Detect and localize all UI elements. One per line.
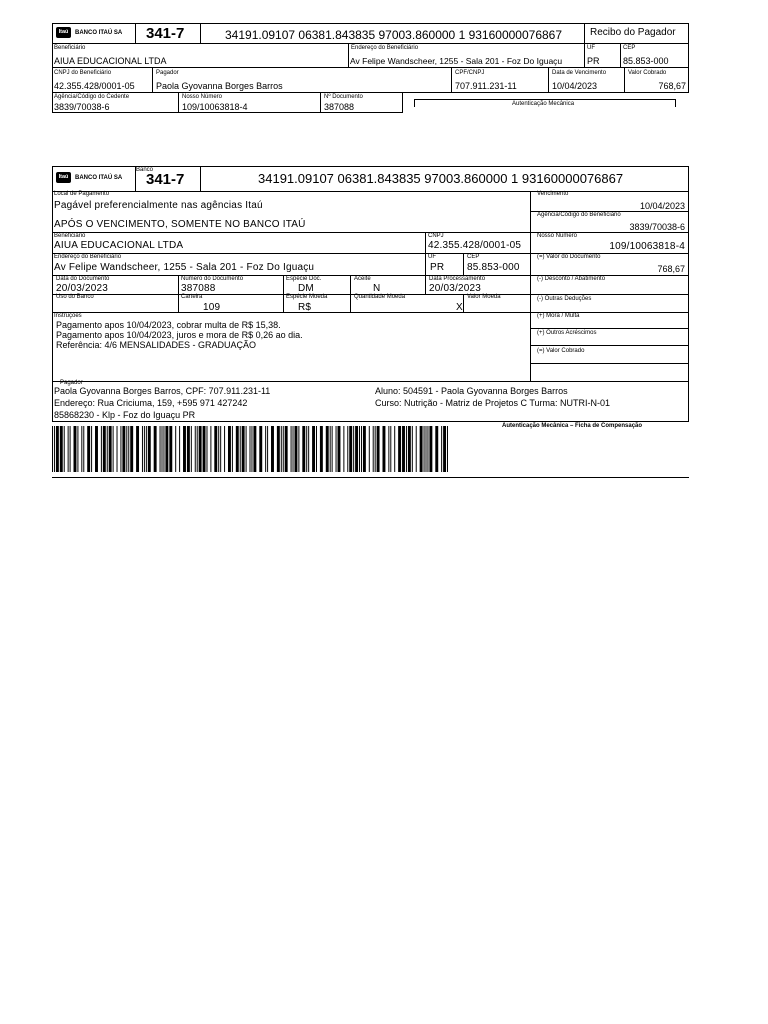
label-pagador: Pagador xyxy=(156,70,179,76)
barcode-bar xyxy=(406,426,407,472)
label-endereco: Endereço do Beneficiário xyxy=(351,45,419,51)
label-valor-documento: (=) Valor do Documento xyxy=(537,254,601,260)
divider xyxy=(52,477,689,478)
barcode xyxy=(52,426,448,472)
divider xyxy=(52,23,53,113)
barcode-bar xyxy=(68,426,69,472)
data-processamento-value: 20/03/2023 xyxy=(429,283,482,294)
barcode-bar xyxy=(126,426,127,472)
divider xyxy=(52,67,689,68)
divider xyxy=(52,23,689,24)
vencimento-value: 10/04/2023 xyxy=(639,201,685,211)
label-beneficiario: Beneficiário xyxy=(54,45,86,51)
barcode-bar xyxy=(382,426,385,472)
label-pagador: Pagador xyxy=(60,380,83,386)
bank-logo: Itaú xyxy=(56,172,71,183)
barcode-bar xyxy=(160,426,161,472)
barcode-bar xyxy=(109,426,112,472)
valor-value: 768,67 xyxy=(658,81,686,91)
barcode-bar xyxy=(199,426,202,472)
label-mora-multa: (+) Mora / Multa xyxy=(537,313,580,319)
divider xyxy=(624,67,625,92)
barcode-bar xyxy=(426,426,427,472)
label-nosso-numero: Nosso Numero xyxy=(537,233,578,239)
bank-name: BANCO ITAÚ SA xyxy=(75,175,123,181)
label-uso-banco: Uso do Banco xyxy=(56,294,94,300)
label-valor-moeda: Valor Moeda xyxy=(467,294,501,300)
barcode-bar xyxy=(214,426,217,472)
label-vencimento: Vencimento xyxy=(537,191,569,197)
divider xyxy=(52,43,689,44)
divider xyxy=(135,23,136,43)
barcode-bar xyxy=(107,426,108,472)
barcode-bar xyxy=(117,426,118,472)
barcode-bar xyxy=(218,426,219,472)
label-uf: UF xyxy=(587,45,595,51)
barcode-bar xyxy=(343,426,344,472)
barcode-bar xyxy=(316,426,317,472)
label-cep: CEP xyxy=(467,254,480,260)
nosso-numero-value: 109/10063818-4 xyxy=(609,241,685,252)
aceite-value: N xyxy=(373,283,381,294)
barcode-bar xyxy=(283,426,284,472)
instrucao-line-2: Pagamento apos 10/04/2023, juros e mora de R$ 0,26 ao dia. xyxy=(56,330,303,340)
pagador-line-2: Endereço: Rua Criciuma, 159, +595 971 427242 xyxy=(54,398,248,408)
barcode-bar xyxy=(271,426,274,472)
barcode-bar xyxy=(91,426,92,472)
divider xyxy=(52,191,689,192)
divider xyxy=(530,191,531,381)
barcode-bar xyxy=(377,426,380,472)
barcode-bar xyxy=(312,426,315,472)
barcode-bar xyxy=(402,426,405,472)
barcode-bar xyxy=(183,426,186,472)
barcode-bar xyxy=(154,426,157,472)
label-endereco: Endereço do Beneficiário xyxy=(54,254,122,260)
agencia-value: 3839/70038-6 xyxy=(629,222,685,232)
barcode-bar xyxy=(291,426,292,472)
label-data-documento: Data do Documento xyxy=(56,276,110,282)
pagador-line-3: 85868230 - Klp - Foz do Iguaçu PR xyxy=(54,410,196,420)
barcode-bar xyxy=(203,426,206,472)
label-aceite: Aceite xyxy=(354,276,371,282)
label-carteira: Carteira xyxy=(181,294,203,300)
barcode-bar xyxy=(162,426,163,472)
divider xyxy=(463,294,464,312)
label-cnpj: CNPJ do Beneficiário xyxy=(54,70,112,76)
barcode-bar xyxy=(349,426,352,472)
divider xyxy=(425,232,426,253)
barcode-bar xyxy=(251,426,252,472)
agencia-value: 3839/70038-6 xyxy=(54,102,110,112)
divider xyxy=(52,92,689,93)
local-pagamento-2: APÓS O VENCIMENTO, SOMENTE NO BANCO ITAÚ xyxy=(54,219,306,230)
label-agencia: Agência/Código do Cedente xyxy=(54,94,130,100)
label-numero-documento: Numero do Documento xyxy=(181,276,244,282)
barcode-bar xyxy=(277,426,280,472)
vencimento-value: 10/04/2023 xyxy=(552,81,598,91)
barcode-bar xyxy=(87,426,90,472)
barcode-bar xyxy=(95,426,98,472)
label-cnpj: CNPJ xyxy=(428,233,444,239)
pagador-line-1: Paola Gyovanna Borges Barros, CPF: 707.911.231-11 xyxy=(54,386,271,396)
divider xyxy=(348,43,349,67)
cep-value: 85.853-000 xyxy=(467,262,520,273)
barcode-bar xyxy=(429,426,432,472)
divider xyxy=(52,166,53,422)
divider xyxy=(52,232,689,233)
divider xyxy=(414,99,415,107)
barcode-bar xyxy=(122,426,125,472)
divider xyxy=(463,253,464,275)
divider xyxy=(178,275,179,312)
barcode-bar xyxy=(146,426,147,472)
label-beneficiario: Beneficiário xyxy=(54,233,86,239)
endereco-value: Av Felipe Wandscheer, 1255 - Sala 201 - Foz Do Iguaçu xyxy=(350,56,563,66)
receipt-title: Recibo do Pagador xyxy=(590,27,676,38)
barcode-bar xyxy=(388,426,389,472)
barcode-bar xyxy=(361,426,362,472)
barcode-bar xyxy=(128,426,129,472)
label-especie-moeda: Espécie Moeda xyxy=(286,294,328,300)
barcode-bar xyxy=(236,426,239,472)
barcode-bar xyxy=(120,426,121,472)
barcode-bar xyxy=(267,426,268,472)
divider xyxy=(402,92,403,113)
barcode-bar xyxy=(148,426,151,472)
bank-logo: Itaú xyxy=(56,27,71,38)
divider xyxy=(530,345,689,346)
barcode-bar xyxy=(394,426,395,472)
label-autenticacao: Autenticação Mecânica – Ficha de Compensação xyxy=(502,423,643,429)
valor-documento-value: 768,67 xyxy=(657,264,685,274)
documento-value: 387088 xyxy=(324,102,355,112)
barcode-bar xyxy=(187,426,190,472)
barcode-bar xyxy=(363,426,366,472)
barcode-bar xyxy=(220,426,221,472)
divider xyxy=(451,67,452,92)
barcode-bar xyxy=(373,426,374,472)
label-documento: Nº Documento xyxy=(324,94,363,100)
barcode-bar xyxy=(64,426,65,472)
divider xyxy=(425,275,426,294)
barcode-bar xyxy=(136,426,139,472)
barcode-bar xyxy=(165,426,168,472)
divider xyxy=(530,328,689,329)
barcode-bar xyxy=(353,426,354,472)
label-valor-cobrado: (=) Valor Cobrado xyxy=(537,348,585,354)
barcode-bar xyxy=(54,426,55,472)
aluno-value: Aluno: 504591 - Paola Gyovanna Borges Barros xyxy=(375,386,568,396)
cpf-value: 707.911.231-11 xyxy=(455,81,517,91)
bank-code: 341-7 xyxy=(146,25,185,42)
barcode-bar xyxy=(427,426,428,472)
divider xyxy=(52,112,403,113)
label-instrucoes: Instruções xyxy=(54,313,82,319)
curso-value: Curso: Nutrição - Matriz de Projetos C Turma: NUTRI-N-01 xyxy=(375,398,611,408)
barcode-bar xyxy=(83,426,84,472)
divider xyxy=(320,92,321,113)
barcode-bar xyxy=(447,426,448,472)
uf-value: PR xyxy=(587,56,600,66)
bank-code: 341-7 xyxy=(146,171,185,188)
barcode-bar xyxy=(347,426,348,472)
barcode-bar xyxy=(81,426,82,472)
nosso-numero-value: 109/10063818-4 xyxy=(182,102,248,112)
especie-moeda-value: R$ xyxy=(298,302,312,313)
divider xyxy=(350,275,351,312)
barcode-bar xyxy=(191,426,192,472)
barcode-bar xyxy=(308,426,309,472)
label-uf: UF xyxy=(428,254,436,260)
divider xyxy=(414,99,676,100)
divider xyxy=(675,99,676,107)
divider xyxy=(52,312,689,313)
barcode-bar xyxy=(60,426,63,472)
barcode-bar xyxy=(56,426,59,472)
barcode-bar xyxy=(77,426,78,472)
barcode-bar xyxy=(285,426,288,472)
cnpj-value: 42.355.428/0001-05 xyxy=(428,240,522,251)
barcode-bar xyxy=(441,426,442,472)
barcode-bar xyxy=(281,426,282,472)
barcode-bar xyxy=(408,426,411,472)
carteira-value: 109 xyxy=(203,302,221,313)
quantidade-moeda-value: X xyxy=(456,302,463,313)
beneficiario-value: AIUA EDUCACIONAL LTDA xyxy=(54,240,184,251)
barcode-bar xyxy=(240,426,241,472)
barcode-bar xyxy=(259,426,262,472)
barcode-bar xyxy=(443,426,446,472)
barcode-bar xyxy=(298,426,299,472)
barcode-bar xyxy=(179,426,180,472)
barcode-bar xyxy=(293,426,294,472)
label-local-pagamento: Local de Pagamento xyxy=(54,191,110,197)
barcode-bar xyxy=(103,426,106,472)
divider xyxy=(688,23,689,93)
barcode-bar xyxy=(163,426,164,472)
divider xyxy=(425,253,426,275)
barcode-bar xyxy=(355,426,358,472)
barcode-bar xyxy=(197,426,198,472)
barcode-bar xyxy=(330,426,331,472)
barcode-bar xyxy=(359,426,360,472)
divider xyxy=(283,275,284,312)
barcode-bar xyxy=(320,426,323,472)
barcode-bar xyxy=(232,426,233,472)
pagador-value: Paola Gyovanna Borges Barros xyxy=(156,81,283,91)
label-desconto: (-) Desconto / Abatimento xyxy=(537,276,606,282)
beneficiario-value: AIUA EDUCACIONAL LTDA xyxy=(54,56,167,66)
divider xyxy=(584,23,585,43)
barcode-bar xyxy=(228,426,231,472)
barcode-bar xyxy=(142,426,143,472)
data-documento-value: 20/03/2023 xyxy=(56,283,109,294)
label-especie-doc: Espécie Doc. xyxy=(286,276,322,282)
barcode-bar xyxy=(74,426,77,472)
barcode-bar xyxy=(412,426,413,472)
barcode-bar xyxy=(224,426,225,472)
divider xyxy=(688,166,689,422)
divider xyxy=(52,421,689,422)
instrucao-line-3: Referência: 4/6 MENSALIDADES - GRADUAÇÃO xyxy=(56,340,257,350)
label-autenticacao: Autenticação Mecânica xyxy=(512,101,575,107)
divider xyxy=(152,67,153,92)
local-pagamento-1: Pagável preferencialmente nas agências Itaú xyxy=(54,200,263,211)
label-nosso-numero: Nosso Número xyxy=(182,94,223,100)
barcode-bar xyxy=(336,426,337,472)
label-outras-deducoes: (-) Outras Deduções xyxy=(537,296,592,302)
barcode-bar xyxy=(375,426,376,472)
label-outros-acrescimos: (+) Outros Acréscimos xyxy=(537,330,597,336)
barcode-bar xyxy=(169,426,172,472)
divider xyxy=(530,363,689,364)
label-data-processamento: Data Processamento xyxy=(429,276,486,282)
barcode-bar xyxy=(390,426,391,472)
barcode-bar xyxy=(424,426,425,472)
barcode-bar xyxy=(195,426,196,472)
label-banco: Banco xyxy=(136,167,154,173)
barcode-bar xyxy=(144,426,145,472)
barcode-bar xyxy=(338,426,341,472)
cnpj-value: 42.355.428/0001-05 xyxy=(54,81,135,91)
uf-value: PR xyxy=(430,262,445,273)
barcode-bar xyxy=(70,426,71,472)
barcode-bar xyxy=(210,426,211,472)
bank-name: BANCO ITAÚ SA xyxy=(75,30,123,36)
label-cep: CEP xyxy=(623,45,636,51)
divider xyxy=(200,166,201,191)
barcode-bar xyxy=(52,426,53,472)
digitable-line: 34191.09107 06381.843835 97003.860000 1 93160000076867 xyxy=(258,171,624,186)
barcode-bar xyxy=(175,426,176,472)
barcode-bar xyxy=(246,426,247,472)
barcode-bar xyxy=(242,426,245,472)
divider xyxy=(52,381,689,382)
divider xyxy=(548,67,549,92)
barcode-bar xyxy=(101,426,102,472)
barcode-bar xyxy=(369,426,370,472)
endereco-value: Av Felipe Wandscheer, 1255 - Sala 201 - Foz Do Iguaçu xyxy=(54,262,315,273)
label-vencimento: Data de Vencimento xyxy=(552,70,607,76)
instrucao-line-1: Pagamento apos 10/04/2023, cobrar multa de R$ 15,38. xyxy=(56,320,281,330)
especie-doc-value: DM xyxy=(298,283,314,294)
barcode-bar xyxy=(435,426,438,472)
barcode-bar xyxy=(302,426,305,472)
barcode-bar xyxy=(416,426,417,472)
numero-documento-value: 387088 xyxy=(181,283,216,294)
divider xyxy=(178,92,179,113)
barcode-bar xyxy=(250,426,251,472)
barcode-bar xyxy=(206,426,207,472)
barcode-bar xyxy=(326,426,329,472)
barcode-bar xyxy=(332,426,333,472)
label-quantidade-moeda: Quantidade Moeda xyxy=(354,294,406,300)
cep-value: 85.853-000 xyxy=(623,56,669,66)
barcode-bar xyxy=(306,426,307,472)
barcode-bar xyxy=(294,426,297,472)
barcode-bar xyxy=(265,426,266,472)
divider xyxy=(620,43,621,67)
barcode-bar xyxy=(113,426,114,472)
label-cpf: CPF/CNPJ xyxy=(455,70,485,76)
barcode-bar xyxy=(420,426,423,472)
divider xyxy=(584,43,585,67)
label-agencia: Agência/Código do Beneficiário xyxy=(537,212,621,218)
label-valor: Valor Cobrado xyxy=(628,70,667,76)
barcode-bar xyxy=(253,426,256,472)
barcode-bar xyxy=(130,426,133,472)
barcode-bar xyxy=(398,426,401,472)
divider xyxy=(200,23,201,43)
digitable-line: 34191.09107 06381.843835 97003.860000 1 93160000076867 xyxy=(225,28,563,42)
